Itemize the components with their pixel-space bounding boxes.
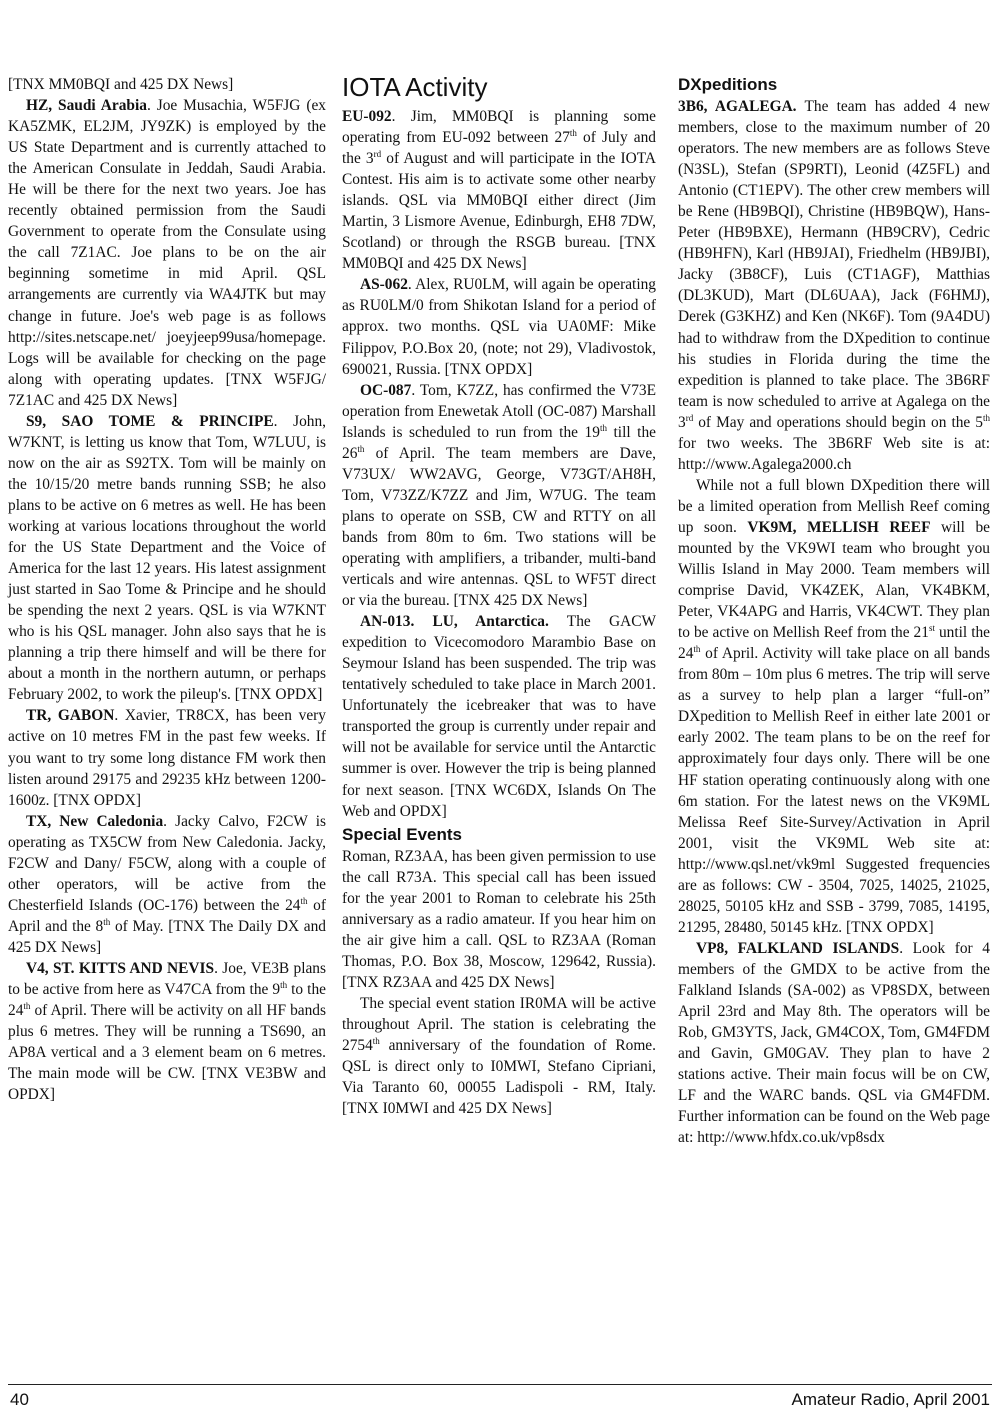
paragraph-new-caledonia [8,811,326,958]
text-tx: of May. [TNX The Daily DX and 425 DX News] [8,917,326,956]
paragraph-mellish-reef [678,475,990,938]
superscript: rd [685,412,694,423]
heading-as-062: AS-062 [360,276,408,294]
column-middle [342,72,656,1119]
column-left [8,74,326,1105]
superscript: th [300,895,308,906]
paragraph-as-062 [342,274,656,379]
heading-s9: S9, SAO TOME & PRINCIPE [26,412,274,430]
heading-an-013: AN-013. LU, Antarctica. [360,613,549,631]
heading-oc-087: OC-087 [360,381,412,399]
text-v4: to the 24 [8,981,326,1020]
superscript: th [599,422,607,433]
superscript: th [23,1000,31,1011]
superscript: th [372,1035,380,1046]
text-v4: of April. There will be activity on all HF bands plus 6 metres. They will be running a TS690, an AP8A vertical and a 3 element beam on 6 metres. The main mode will be CW. [TNX VE3BW and OPDX] [8,1002,326,1104]
text-hz: . Joe Musachia, W5FJG (ex KA5ZMK, EL2JM, JY9ZK) is employed by the US State Department and is currently attached to the American Consulate in Jeddah, Saudi Arabia. He will be there for the next two years. Joe has recently obtained permission from the Saudi Government to operate from the Consulate using the call 7Z1AC. Joe plans to be on the air beginning sometime in mid April. QSL arrangements are currently via WA4JTK but may change in future. Joe's web page is as follows http://sites.netscape.net/ joeyjeep99usa/homepage. Logs will be available for checking on the page along with operating updates. [TNX W5FJG/ 7Z1AC and 425 DX News] [8,97,326,409]
text-3b6: The team has added 4 new members, close to the maximum number of 20 operators. The new members are as follows Steve (N3SL), Stefan (SP9RTI), Leonid (4Z5FL) and Antonio (CT1EPV). The other crew members will be Rene (HB9BQI), Christine (HB9BQW), Hans-Peter (HB9BXE), Hermann (HB9CRV), Cedric (HB9HFN), Karl (HB9JAI), Friedhelm (HB9JBI), Jacky (3B8CF), Luis (CT1AGF), Matthias (DL3KUD), Mart (DL6UAA), Jack (F6HMJ), Derek (G3KHZ) and Ken (NK6F). Tom (9A4DU) had to withdraw from the DXpedition to continue his studies in Florida during the time the expedition is planned to take place. The 3B6RF team is now scheduled to arrive at Agalega on the 3 [678,98,991,431]
text-3b6: for two weeks. The 3B6RF Web site is at: http://www.Agalega2000.ch [678,434,990,473]
text-an: The GACW expedition to Vicecomodoro Marambio Base on Seymour Island has been suspended. The trip was tentatively scheduled to take place in March 2001. Unfortunately the icebreaker that was to have transported the group is currently under repair and will not be available for service until the Antarctic summer is over. However the trip is being planned for next season. [TNX WC6DX, Islands On The Web and OPDX] [342,613,656,820]
text-s9: . John, W7KNT, is letting us know that Tom, W7LUU, is now on the air as S92TX. Tom will be mainly on the 10/15/20 metre bands running SSB; he also plans to be active on 6 metres as well. He has been working at various locations throughout the world for the US State Department and the Voice of America for the last 12 years. His latest assignment just started in Sao Tome & Principe and he should be spending the next 2 years. QSL is via W7KNT who is his QSL manager. John also says that he is planning a trip there himself and will be there for about a month in the northern autumn, or perhaps February 2002, to work the pileup's. [TNX OPDX] [8,412,326,704]
text-vk: until the 24 [678,624,991,663]
paragraph-r73a: Roman, RZ3AA, has been given permission to use the call R73A. This special call has been issued for the year 2001 to Roman to celebrate his 25th anniversary as a radio amateur. If you hear him on the air give him a call. QSL to RZ3AA (Roman Thomas, P.O. Box 38, Moscow, 129642, Russia). [TNX RZ3AA and 425 DX News] [342,847,656,991]
paragraph-eu-092 [342,106,656,274]
paragraph-sao-tome [8,411,326,706]
paragraph-tnx-note: [TNX MM0BQI and 425 DX News] [8,76,234,93]
heading-eu-092: EU-092 [342,108,392,125]
paragraph-gabon [8,705,326,810]
superscript: st [928,623,935,634]
section-title-iota: IOTA Activity [342,72,488,102]
text-eu: of August and will participate in the IOTA Contest. His aim is to activate some other nearby islands. QSL via MM0BQI either direct (Jim Martin, 3 Lismore Avenue, Edinburgh, EH8 7DW, Scotland) or through the RSGB bureau. [TNX MM0BQI and 425 DX News] [342,150,656,273]
paragraph-st-kitts [8,958,326,1105]
column-right [678,74,990,1148]
publication-footer: Amateur Radio, April 2001 [791,1390,990,1409]
text-vk: of April. Activity will take place on all bands from 80m – 10m plus 6 metres. The trip will serve as a survey to help plan a larger “full-on” DXpedition to Mellish Reef in either late 2001 or early 2002. The team plans to be on the reef for approximately four days only. There will be one HF station operating continuously along with one 6m station. For the latest news on the VK9ML Melissa Reef Site-Survey/Activation in April 2001, visit the VK9ML Web site at: http://www.qsl.net/vk9ml Suggested frequencies are as follows: CW - 3504, 7025, 14025, 21025, 28025, 50105 kHz and SSB - 3799, 7085, 14195, 21295, 28480, 50145 kHz. [TNX OPDX] [678,645,990,936]
text-eu: of July and the 3 [342,129,656,168]
paragraph-agalega [678,96,990,475]
heading-tx: TX, New Caledonia [26,812,164,830]
text-as: . Alex, RU0LM, will again be operating as RU0LM/0 from Shikotan Island for a period of approx. two months. QSL via UA0MF: Mike Filippov, P.O.Box 20, (note; not 29), Vladivostok, 690021, Russia. [TNX OPDX] [342,276,656,378]
section-title-dxpeditions: DXpeditions [678,75,778,94]
superscript: th [280,979,288,990]
paragraph-an-013 [342,611,656,821]
superscript: th [693,644,701,655]
section-title-special-events: Special Events [342,824,463,844]
text-v4: . Joe, VE3B plans to be active from here as V47CA from the 9 [8,959,326,999]
text-3b6: of May and operations should begin on the 5 [693,413,983,431]
paragraph-falklands [678,938,990,1148]
text-eu: . Jim, MM0BQI is planning some operating from EU-092 between 27 [342,108,656,147]
heading-vk9m: VK9M, MELLISH REEF [747,518,931,536]
text-oc: of April. The team members are Dave, V73UX/ WW2AVG, George, V73GT/AH8H, Tom, V73ZZ/K7ZZ and Jim, W7UG. The team plans to operate on SSB, CW and RTTY on all bands from 80m to 6m. Two stations will be operating with amplifiers, a tribander, multi-band verticals and wire antennas. QSL to WF5T direct or via the bureau. [TNX 425 DX News] [342,444,656,610]
superscript: th [357,443,365,454]
heading-3b6: 3B6, AGALEGA. [678,98,797,115]
footer-divider [8,1384,992,1385]
text-ir0ma: anniversary of the foundation of Rome. QSL is direct only to I0MWI, Stefano Cipriani, Via Taranto 60, 00055 Ladispoli - RM, Italy. [TNX I0MWI and 425 DX News] [342,1037,656,1118]
superscript: th [569,127,577,138]
text-vk: will be mounted by the VK9WI team who brought you Willis Island in May 2000. Team members will comprise David, VK4ZEK, Alan, VK4BKM, Peter, VK4APG and Harris, VK4CWT. They plan to be active on Mellish Reef from the 21 [678,518,991,642]
text-vk-intro: While not a full blown DXpedition there will be a limited operation from Mellish Reef coming up soon. [678,476,990,536]
heading-vp8: VP8, FALKLAND ISLANDS [696,939,900,957]
text-oc: till the 26 [342,423,656,462]
superscript: th [103,916,111,927]
superscript: th [982,412,990,423]
text-vp8: . Look for 4 members of the GMDX to be active from the Falkland Islands (SA-002) as VP8SDX, between April 23rd and May 8th. The operators will be Rob, GM3YTS, Jack, GM4COX, Tom, GM4FDM and Gavin, GM0GAV. They plan to have 2 stations active. Their main focus will be on CW, LF and the WARC bands. QSL via GM4FDM. Further information can be found on the Web page at: http://www.hfdx.co.uk/vp8sdx [678,939,990,1147]
heading-hz: HZ, Saudi Arabia [26,97,147,115]
paragraph-ir0ma [342,993,656,1119]
paragraph-saudi-arabia [8,95,326,411]
paragraph-oc-087 [342,380,656,612]
text-tx: of April and the 8 [8,896,326,935]
text-oc: . Tom, K7ZZ, has confirmed the V73E operation from Enewetak Atoll (OC-087) Marshall Islands is scheduled to run from the 19 [342,381,656,441]
text-tx: . Jacky Calvo, F2CW is operating as TX5CW from New Caledonia. Jacky, F2CW and Dany/ F5CW, along with a couple of other operators, will be active from the Chesterfield Islands (OC-176) between the 24 [8,812,326,914]
heading-tr: TR, GABON [26,707,115,725]
text-ir0ma: The special event station IR0MA will be active throughout April. The station is celebrating the 2754 [342,994,656,1055]
text-tr: . Xavier, TR8CX, has been very active on 10 metres FM in the past few weeks. If you want to try some long distance FM work then listen around 29175 and 29235 kHz between 1200-1600z. [TNX OPDX] [8,707,326,809]
superscript: rd [373,148,382,159]
page-number: 40 [10,1390,29,1409]
heading-v4: V4, ST. KITTS AND NEVIS [26,959,215,977]
